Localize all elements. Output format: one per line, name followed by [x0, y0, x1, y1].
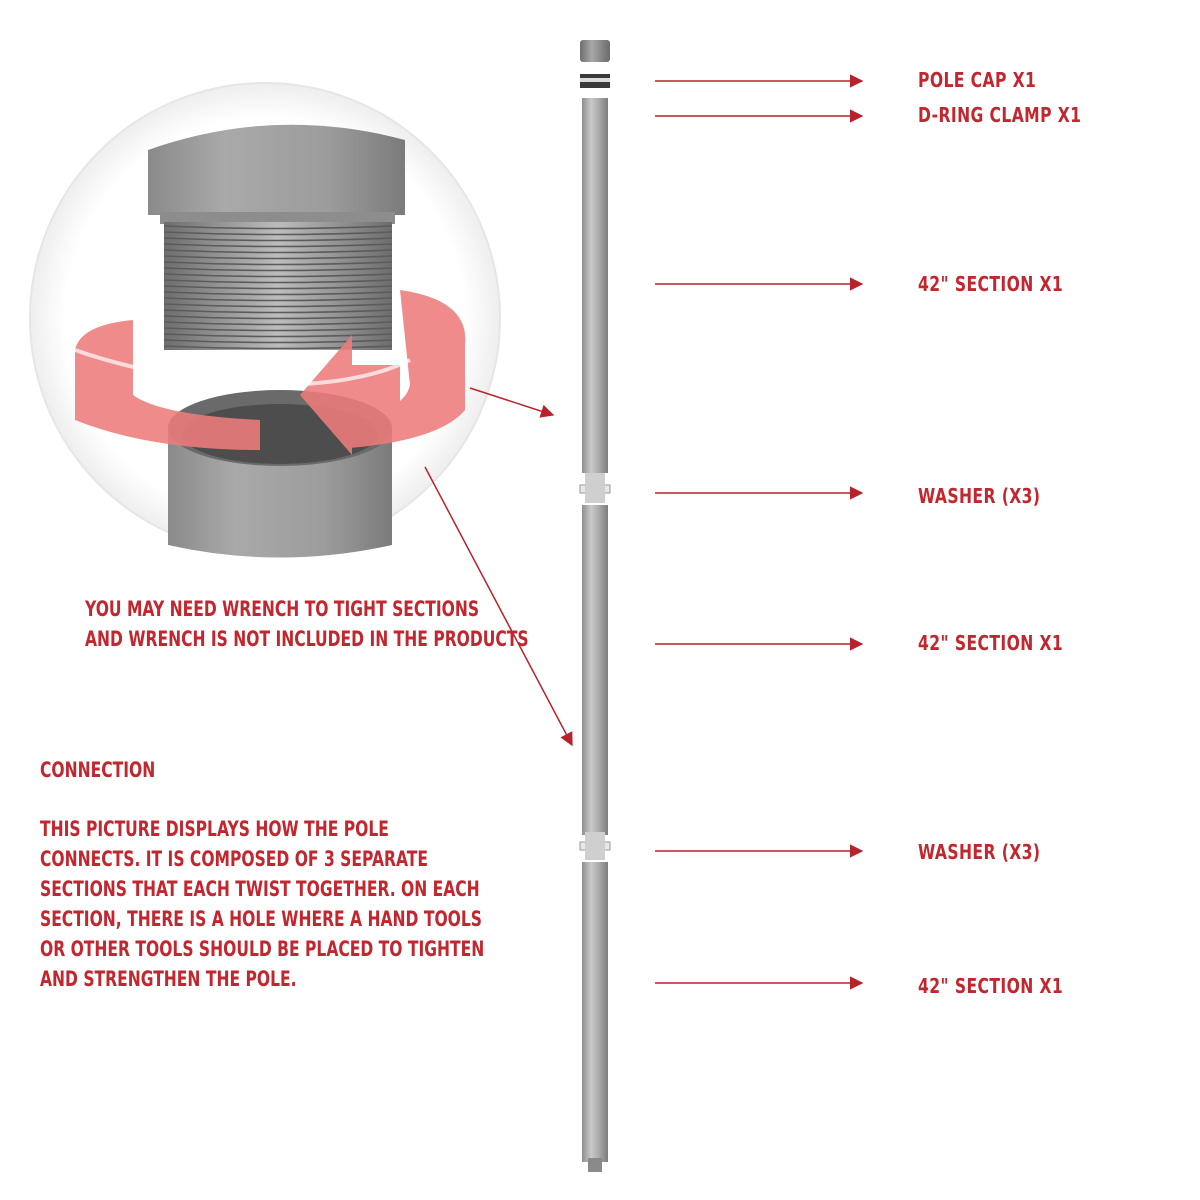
pole-section-1 [582, 98, 608, 473]
connection-line: OR OTHER TOOLS SHOULD BE PLACED TO TIGHTEN [40, 937, 485, 961]
wrench-warning-line-1: YOU MAY NEED WRENCH TO TIGHT SECTIONS [85, 597, 480, 621]
label-washer-2: WASHER (X3) [918, 840, 1041, 864]
connection-heading: CONNECTION [40, 758, 156, 782]
connector-illustration [30, 83, 500, 558]
label-section-2: 42" SECTION X1 [918, 631, 1064, 655]
label-washer-1: WASHER (X3) [918, 484, 1041, 508]
connection-line: SECTION, THERE IS A HOLE WHERE A HAND TOOLS [40, 907, 482, 931]
label-d-ring-clamp: D-RING CLAMP X1 [918, 103, 1082, 127]
wrench-warning-line-2: AND WRENCH IS NOT INCLUDED IN THE PRODUCTS [85, 627, 529, 651]
connection-line: THIS PICTURE DISPLAYS HOW THE POLE [40, 817, 389, 841]
pole-section-2 [582, 505, 608, 835]
label-section-1: 42" SECTION X1 [918, 272, 1064, 296]
label-section-3: 42" SECTION X1 [918, 974, 1064, 998]
pole [580, 40, 610, 1172]
connection-line: AND STRENGTHEN THE POLE. [40, 967, 297, 991]
pole-cap [580, 40, 610, 62]
connection-line: CONNECTS. IT IS COMPOSED OF 3 SEPARATE [40, 847, 428, 871]
connection-line: SECTIONS THAT EACH TWIST TOGETHER. ON EACH [40, 877, 480, 901]
callout-arrows [655, 81, 862, 983]
connection-description [40, 814, 484, 994]
pole-section-3 [582, 862, 608, 1162]
wrench-warning [85, 594, 529, 654]
label-pole-cap: POLE CAP X1 [918, 68, 1037, 92]
